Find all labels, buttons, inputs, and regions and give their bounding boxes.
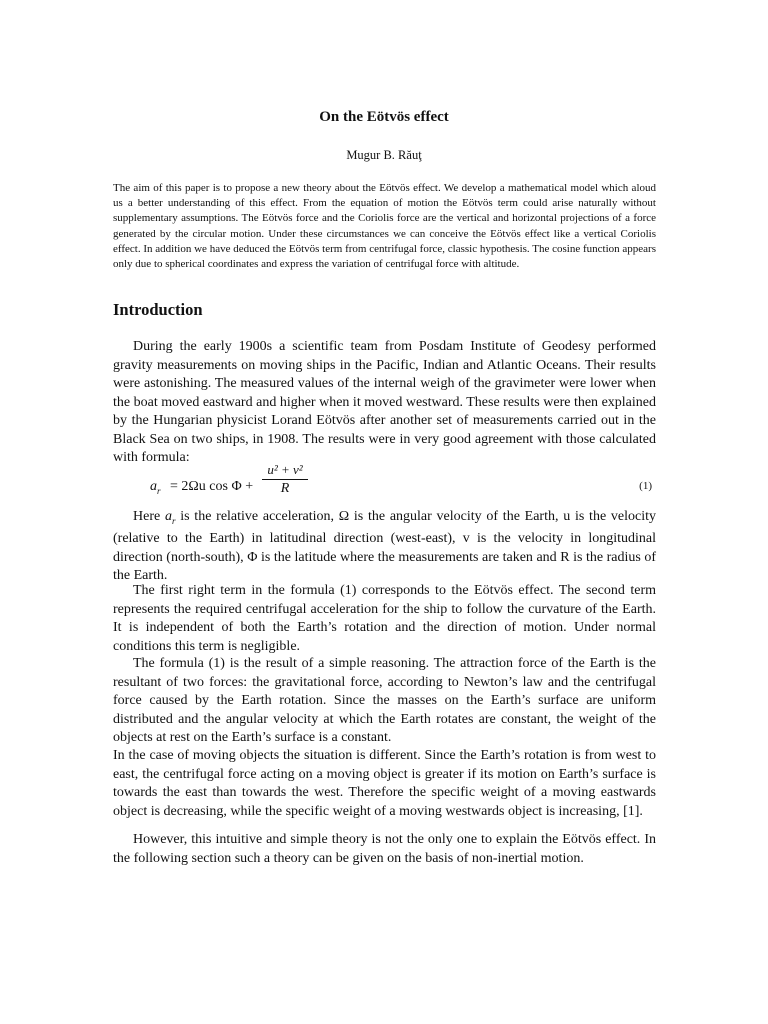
formula-reasoning-paragraph: The formula (1) is the result of a simple reasoning. The attraction force of the Earth is the resultant of two forces: the gravitational force, according to Newton’s law and the centrifugal force caused by the Earth rotation. Since the masses on the Earth’s surface are uniform distributed and the angular velocity at which the Earth rotates are constant, the weight of the objects at rest on the Earth’s surface is a constant.: [113, 656, 656, 745]
paper-title: On the Eötvös effect: [319, 109, 449, 125]
equation-number: (1): [639, 480, 652, 492]
intro-paragraph: During the early 1900s a scientific team from Posdam Institute of Geodesy performed gravity measurements on moving ships in the Pacific, Indian and Atlantic Oceans. Their results were astonishing. The measured values of the internal weigh of the gravimeter were lower when the boat moved eastward and higher when it moved westward. These results were then explained by the Hungarian physicist Lorand Eötvös after another set of measurements carried out in the Black Sea on two ships, in 1908. The results were in very good agreement with those calculated with formula:: [113, 339, 656, 465]
fraction-numerator: u² + v²: [262, 462, 308, 480]
author-name: Mugur B. Răuţ: [346, 148, 422, 162]
equation-lhs: $a_r$: [150, 479, 161, 496]
equation-1: [150, 462, 656, 510]
equation-fraction: [262, 462, 308, 497]
variable-ar: $a_r$: [164, 509, 176, 526]
conclusion-paragraph: However, this intuitive and simple theory is not the only one to explain the Eötvös effect. In the following section such a theory can be given on the basis of non-inertial motion.: [113, 832, 656, 866]
definitions-paragraph: Here $a_r$ is the relative acceleration, Ω is the angular velocity of the Earth, u is the velocity (relative to the Earth) in latitudinal direction (west-east), v is the velocity in longitudinal direction (north-south), Φ is the latitude where the measurements are taken and R is the radius of the Earth.: [113, 509, 656, 584]
equation-rhs-term: = 2Ωu cos Φ +: [170, 479, 254, 494]
abstract: The aim of this paper is to propose a new theory about the Eötvös effect. We develop a mathematical model which aloud us a better understanding of this effect. From the equation of motion the Eötvös term could arise naturally without supplementary assumptions. The Eötvös force and the Coriolis force are the vertical and horizontal projections of a force generated by the circular motion. Under these circumstances we can conceive the Eötvös effect like a vertical Coriolis effect. In addition we have deduced the Eötvös term from centrifugal force, classic hypothesis. The cosine function appears only due to spherical coordinates and express the variation of centrifugal force with altitude.: [113, 182, 656, 271]
section-heading-introduction: Introduction: [113, 300, 203, 319]
second-term-paragraph: The first right term in the formula (1) corresponds to the Eötvös effect. The second term represents the required centrifugal acceleration for the ship to follow the curvature of the Earth. It is independent of both the Earth’s rotation and the direction of motion. Under normal conditions this term is negligible.: [113, 583, 656, 654]
moving-objects-paragraph: In the case of moving objects the situation is different. Since the Earth’s rotation is from west to east, the centrifugal force acting on a moving object is greater if its motion on Earth’s surface is towards the east than towards the west. Therefore the specific weight of a moving eastwards object is decreasing, while the specific weight of a moving westwards object is increasing, [1].: [113, 748, 656, 819]
fraction-denominator: R: [280, 481, 290, 496]
